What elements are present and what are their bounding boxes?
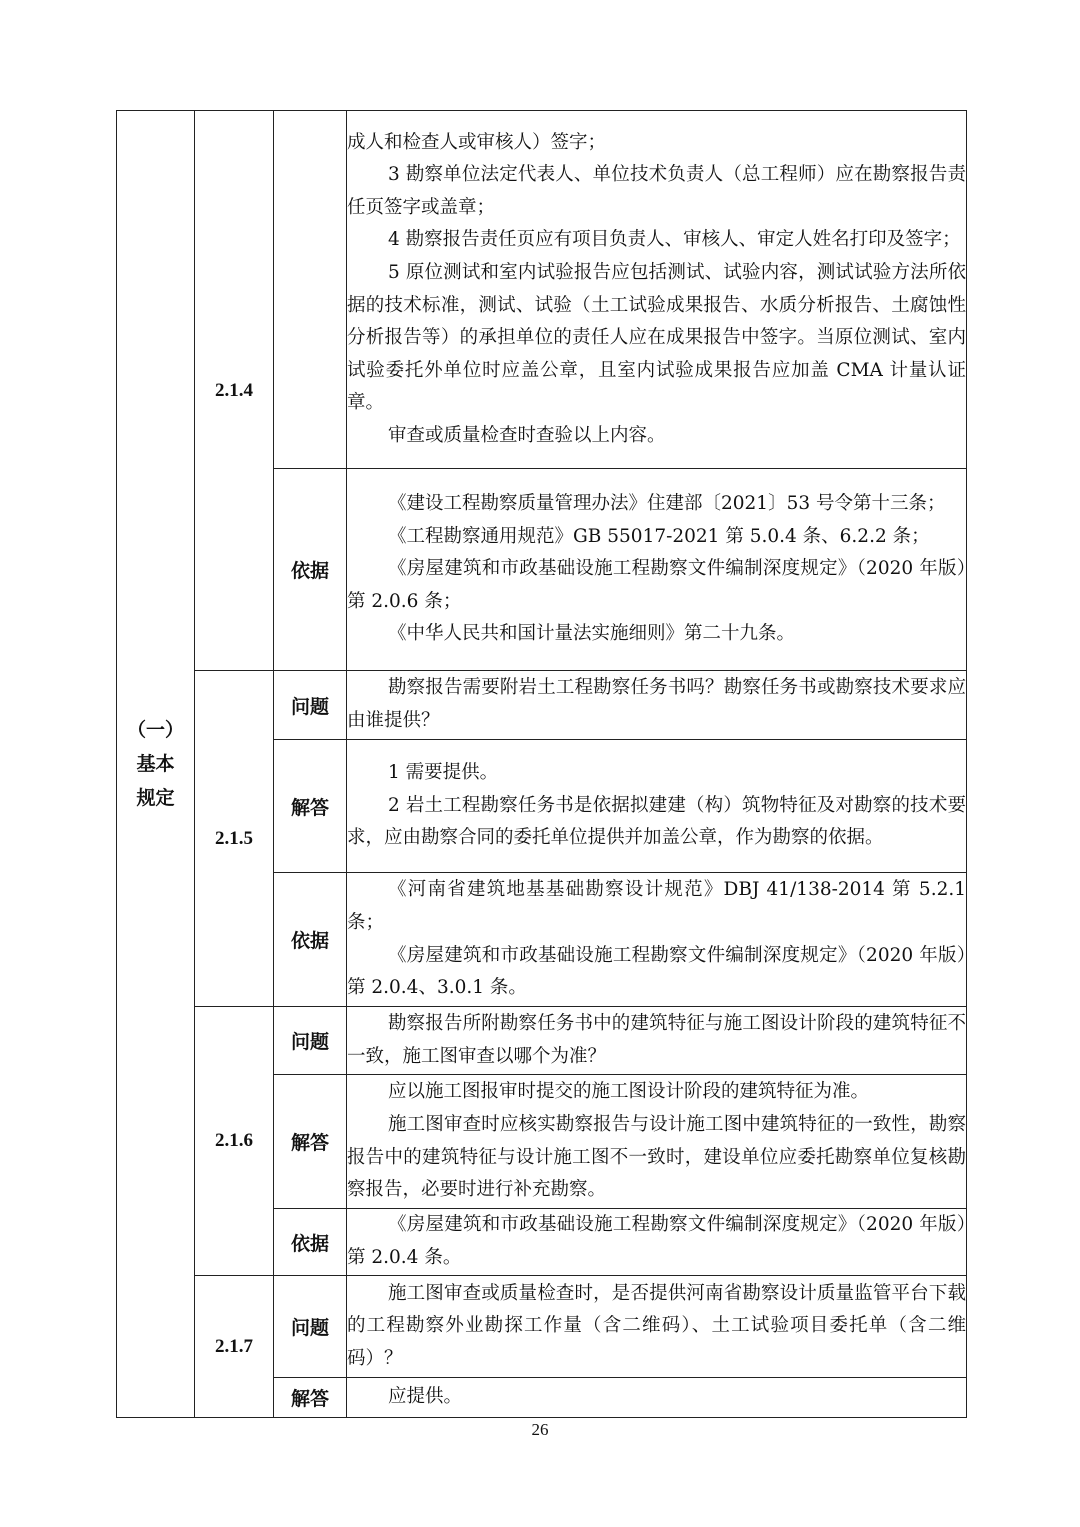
basis-label: 依据 bbox=[274, 469, 347, 671]
answer-cell bbox=[347, 1075, 967, 1209]
question-label: 问题 bbox=[274, 1276, 347, 1378]
question-cell bbox=[347, 1007, 967, 1075]
answer-cell bbox=[347, 740, 967, 873]
basis-cell bbox=[347, 873, 967, 1007]
table-row bbox=[117, 111, 967, 469]
basis-label: 依据 bbox=[274, 873, 347, 1007]
category-cell bbox=[117, 111, 195, 1418]
question-label: 问题 bbox=[274, 1007, 347, 1075]
paragraph: 《房屋建筑和市政基础设施工程勘察文件编制深度规定》（2020 年版）第 2.0.4、3.0.1 条。 bbox=[347, 944, 966, 999]
clause-number: 2.1.5 bbox=[195, 671, 274, 1007]
question-label: 问题 bbox=[274, 671, 347, 740]
clause-number: 2.1.6 bbox=[195, 1007, 274, 1276]
table-row bbox=[117, 671, 967, 740]
paragraph: 1 需要提供。 bbox=[388, 762, 499, 784]
question-cell bbox=[347, 1276, 967, 1378]
page-number: 26 bbox=[531, 1420, 549, 1439]
paragraph: 《房屋建筑和市政基础设施工程勘察文件编制深度规定》（2020 年版）第 2.0.6 条； bbox=[347, 558, 966, 612]
content-cell bbox=[347, 111, 967, 469]
answer-label: 解答 bbox=[274, 740, 347, 873]
clause-number: 2.1.4 bbox=[195, 111, 274, 671]
paragraph: 审查或质量检查时查验以上内容。 bbox=[388, 424, 666, 446]
category-title-2: 规定 bbox=[136, 787, 175, 809]
paragraph: 勘察报告需要附岩土工程勘察任务书吗？勘察任务书或勘察技术要求应由谁提供？ bbox=[347, 677, 966, 731]
paragraph: 3 勘察单位法定代表人、单位技术负责人（总工程师）应在勘察报告责任页签字或盖章； bbox=[347, 164, 966, 218]
paragraph: 《河南省建筑地基基础勘察设计规范》DBJ 41/138-2014 第 5.2.1 条； bbox=[347, 879, 966, 933]
answer-label: 解答 bbox=[274, 1378, 347, 1418]
paragraph: 成人和检查人或审核人）签字； bbox=[347, 131, 607, 153]
paragraph: 《建设工程勘察质量管理办法》住建部〔2021〕53 号令第十三条； bbox=[388, 493, 946, 515]
paragraph: 施工图审查时应核实勘察报告与设计施工图中建筑特征的一致性，勘察报告中的建筑特征与设计施工图不一致时，建设单位应委托勘察单位复核勘察报告，必要时进行补充勘察。 bbox=[347, 1113, 966, 1201]
basis-cell bbox=[347, 1209, 967, 1276]
answer-label: 解答 bbox=[274, 1075, 347, 1209]
paragraph: 《房屋建筑和市政基础设施工程勘察文件编制深度规定》（2020 年版）第 2.0.4 条。 bbox=[347, 1214, 966, 1268]
question-cell bbox=[347, 671, 967, 740]
paragraph: 施工图审查或质量检查时，是否提供河南省勘察设计质量监管平台下载的工程勘察外业勘探工作量（含二维码）、土工试验项目委托单（含二维码）？ bbox=[347, 1282, 966, 1369]
answer-cell bbox=[347, 1378, 967, 1418]
paragraph: 5 原位测试和室内试验报告应包括测试、试验内容，测试试验方法所依据的技术标准，测试、试验（土工试验成果报告、水质分析报告、土腐蚀性分析报告等）的承担单位的责任人应在成果报告中签字。当原位测试、室内试验委托外单位时应盖公章，且室内试验成果报告应加盖 CMA 计量认证章。 bbox=[347, 261, 966, 414]
paragraph: 4 勘察报告责任页应有项目负责人、审核人、审定人姓名打印及签字； bbox=[388, 229, 961, 251]
paragraph: 《中华人民共和国计量法实施细则》第二十九条。 bbox=[388, 623, 796, 645]
qa-table bbox=[116, 110, 967, 1418]
category-index: （一） bbox=[126, 719, 184, 741]
basis-cell bbox=[347, 469, 967, 671]
paragraph: 应以施工图报审时提交的施工图设计阶段的建筑特征为准。 bbox=[388, 1081, 870, 1103]
paragraph: 《工程勘察通用规范》GB 55017-2021 第 5.0.4 条、6.2.2 条； bbox=[388, 525, 930, 547]
paragraph: 应提供。 bbox=[388, 1386, 463, 1408]
empty-label-cell bbox=[274, 111, 347, 469]
table-row bbox=[117, 1276, 967, 1378]
basis-label: 依据 bbox=[274, 1209, 347, 1276]
table-row bbox=[117, 1007, 967, 1075]
category-title-1: 基本 bbox=[136, 753, 175, 775]
clause-number: 2.1.7 bbox=[195, 1276, 274, 1418]
paragraph: 2 岩土工程勘察任务书是依据拟建建（构）筑物特征及对勘察的技术要求，应由勘察合同的委托单位提供并加盖公章，作为勘察的依据。 bbox=[347, 794, 966, 849]
paragraph: 勘察报告所附勘察任务书中的建筑特征与施工图设计阶段的建筑特征不一致，施工图审查以哪个为准？ bbox=[347, 1012, 966, 1067]
